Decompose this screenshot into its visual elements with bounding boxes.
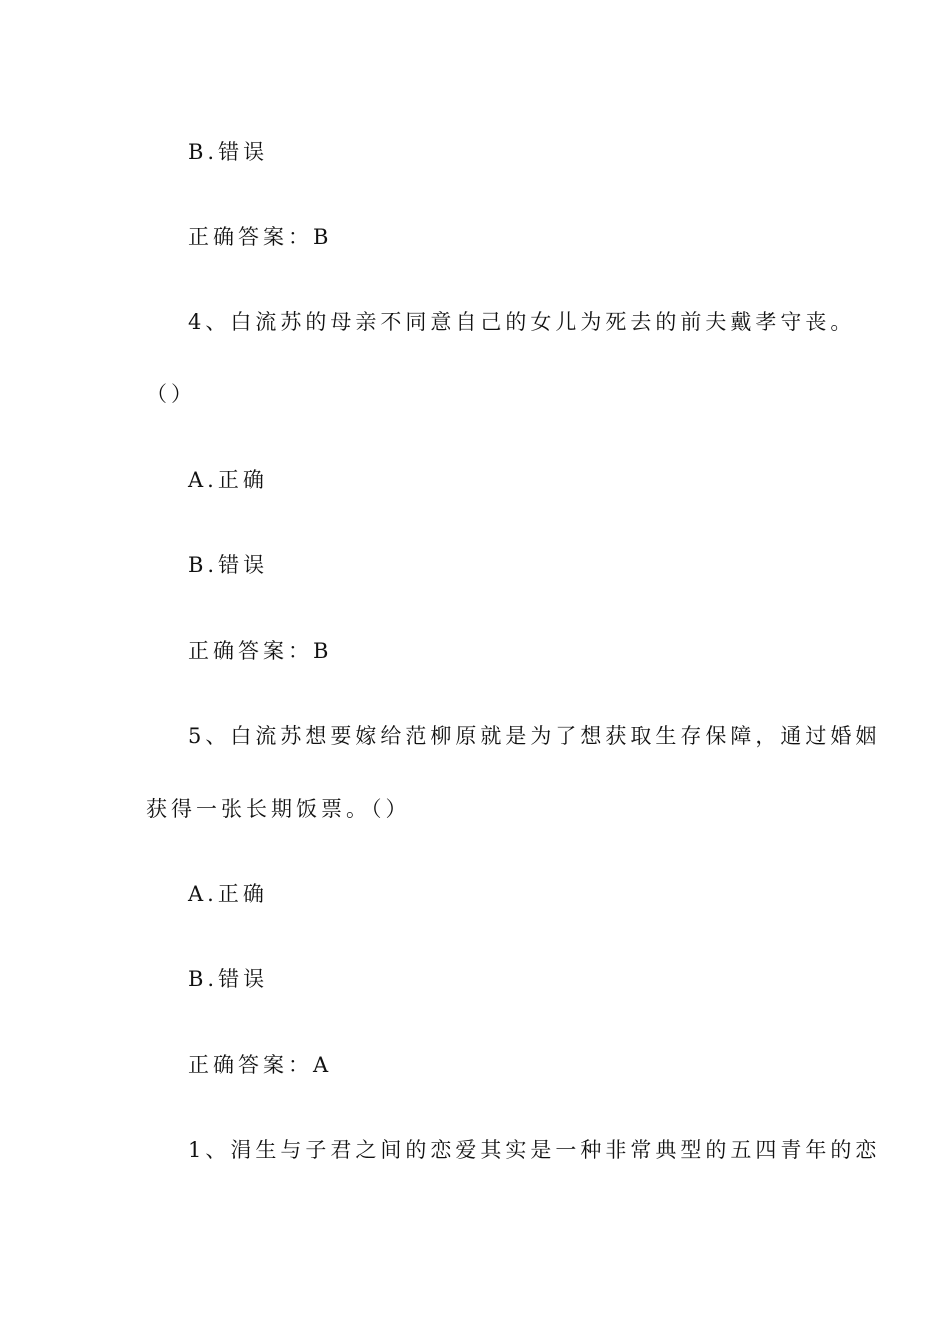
question-5-text: 5、白流苏想要嫁给范柳原就是为了想获取生存保障，通过婚姻 (188, 724, 881, 748)
question-4-text: 4、白流苏的母亲不同意自己的女儿为死去的前夫戴孝守丧。 (188, 310, 856, 334)
question-4-text-continued: （） (146, 382, 196, 406)
question-4-answer: 正确答案：B (188, 639, 333, 663)
question-5-option-b: B.错误 (188, 967, 269, 991)
question-5-option-a: A.正确 (188, 882, 268, 906)
question-5-text-continued: 获得一张长期饭票。（） (146, 797, 411, 821)
question-5-answer: 正确答案：A (188, 1053, 333, 1077)
question-4-option-a: A.正确 (188, 468, 268, 492)
next-question-1-text: 1、涓生与子君之间的恋爱其实是一种非常典型的五四青年的恋 (188, 1138, 881, 1162)
question-4-option-b: B.错误 (188, 553, 269, 577)
question-3-answer: 正确答案：B (188, 225, 333, 249)
question-3-option-b: B.错误 (188, 140, 269, 164)
